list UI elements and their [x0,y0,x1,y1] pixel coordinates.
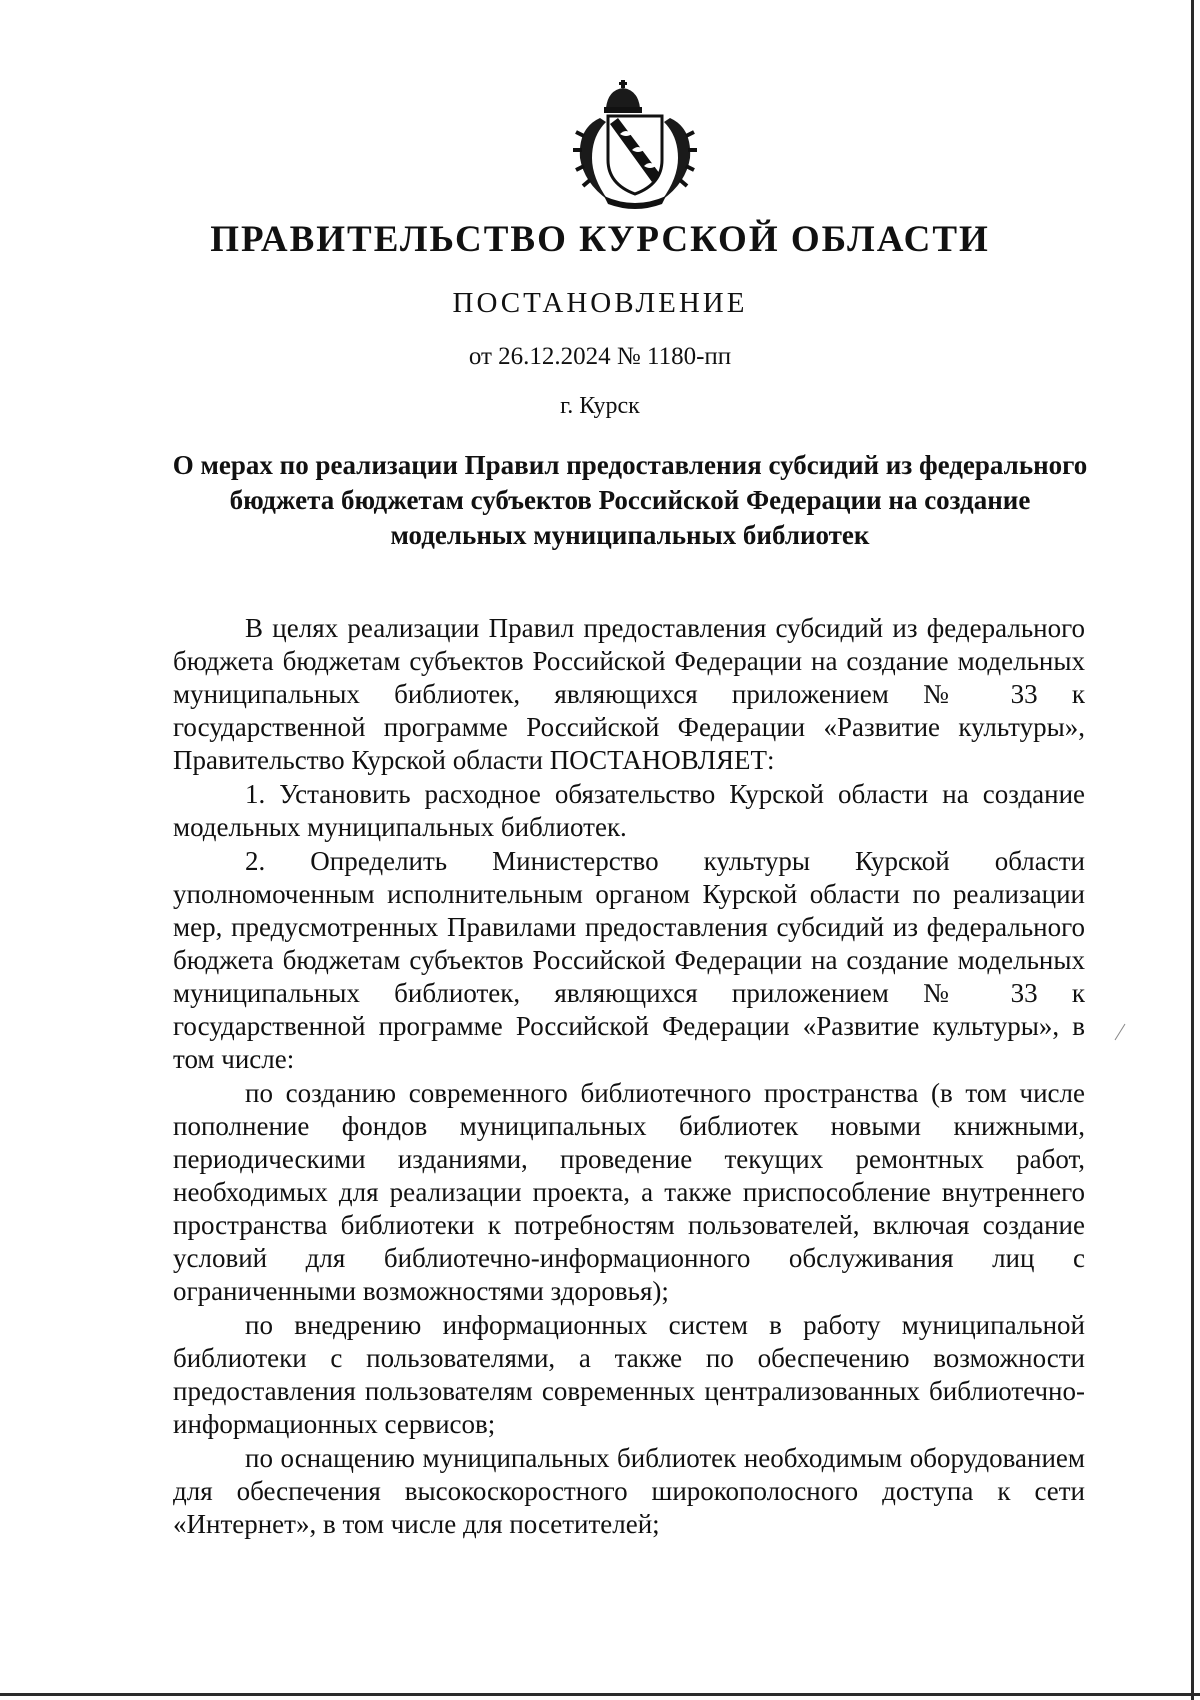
paragraph-subitem-internet-equipment: по оснащению муниципальных библиотек необходимым оборудованием для обеспечения высокоскоростного широкополосного доступа к сети «Интернет», в том числе для посетителей; [173,1443,1085,1539]
document-number: от 26.12.2024 № 1180-пп [468,343,732,370]
document-body [173,612,1085,1542]
scan-border-bottom [0,1693,1200,1696]
paragraph-subitem-information-systems: по внедрению информационных систем в работу муниципальной библиотеки с пользователями, а также по обеспечению возможности предоставления пользователям современных централизованных библиотечно-информационных сервисов; [173,1310,1085,1439]
document-type: ПОСТАНОВЛЕНИЕ [452,287,748,319]
organization-heading: ПРАВИТЕЛЬСТВО КУРСКОЙ ОБЛАСТИ [210,219,990,260]
paragraph-subitem-library-space: по созданию современного библиотечного пространства (в том числе пополнение фондов муниципальных библиотек новыми книжными, периодическими изданиями, проведение текущих ремонтных работ, необходимых для реализации проекта, а также приспособление внутреннего пространства библиотеки к потребностям пользователей, включая создание условий для библиотечно-информационного обслуживания лиц с ограниченными возможностями здоровья); [173,1078,1085,1306]
paragraph-preamble: В целях реализации Правил предоставления субсидий из федерального бюджета бюджетам субъектов Российской Федерации на создание модельных муниципальных библиотек, являющихся приложением № 33 к государственной программе Российской Федерации «Развитие культуры», Правительство Курской области ПОСТАНОВЛЯЕТ: [173,613,1085,775]
paragraph-item-1: 1. Установить расходное обязательство Курской области на создание модельных муниципальных библиотек. [173,779,1085,842]
margin-pen-mark [1113,1022,1127,1042]
paragraph-item-2: 2. Определить Министерство культуры Курской области уполномоченным исполнительным органом Курской области по реализации мер, предусмотренных Правилами предоставления субсидий из федерального бюджета бюджетам субъектов Российской Федерации на создание модельных муниципальных библиотек, являющихся приложением № 33 к государственной программе Российской Федерации «Развитие культуры», в том числе: [173,846,1085,1074]
document-city: г. Курск [560,393,640,419]
kursk-coat-of-arms-icon [570,78,700,213]
document-title: О мерах по реализации Правил предоставления субсидий из федерального бюджета бюджетам субъектов Российской Федерации на создание модельных муниципальных библиотек [172,450,1088,550]
